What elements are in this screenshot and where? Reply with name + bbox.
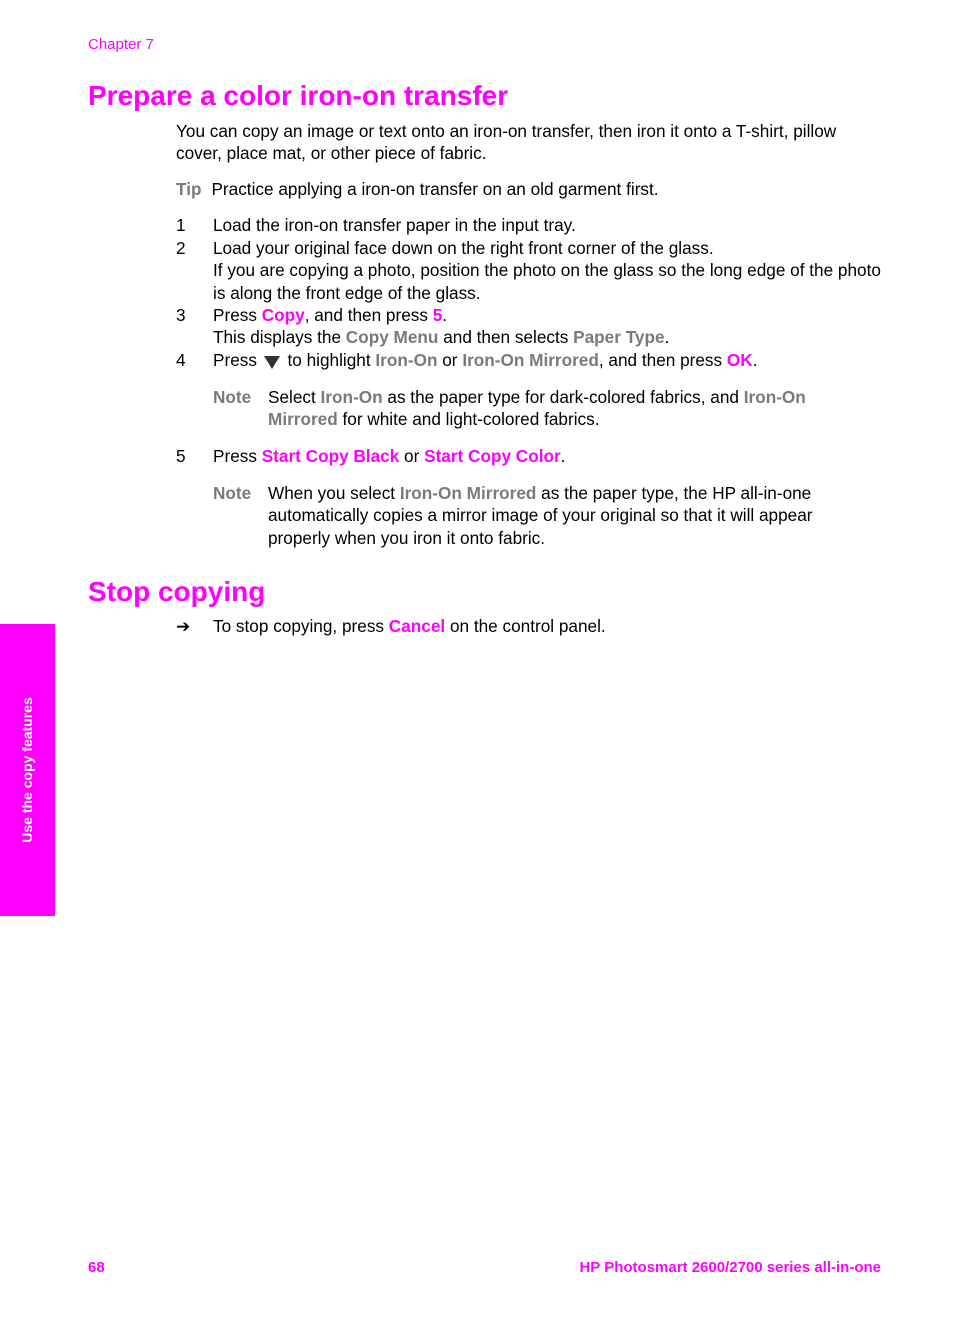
step-3-line-1 (213, 304, 883, 326)
text-run: This displays the (213, 327, 346, 348)
key-5-ref: 5 (432, 305, 443, 325)
note-text (268, 386, 868, 431)
tip-label: Tip (176, 179, 202, 199)
page-number: 68 (88, 1259, 105, 1276)
cancel-button-ref: Cancel (388, 616, 446, 636)
step-number: 1 (176, 215, 186, 235)
down-arrow-icon (264, 356, 280, 369)
step-2-line-1: Load your original face down on the right front corner of the glass. (213, 238, 714, 258)
text-run: . (752, 350, 758, 370)
step-number: 4 (176, 350, 186, 370)
note-text (268, 482, 868, 549)
side-tab-label: Use the copy features (19, 697, 35, 843)
tip (176, 178, 886, 200)
instruction-text (213, 615, 606, 637)
iron-on-ref: Iron-On (375, 350, 438, 370)
right-arrow-icon: ➔ (176, 616, 191, 636)
text-run: to highlight (282, 350, 376, 370)
step-text (213, 304, 883, 349)
text-run: . (442, 305, 448, 325)
tip-text: Practice applying a iron-on transfer on an old garment first. (211, 179, 659, 199)
step-text: Load the iron-on transfer paper in the input tray. (213, 215, 576, 235)
text-run: Select (268, 387, 321, 407)
text-run: as the paper type for dark-colored fabrics, and (382, 387, 744, 407)
intro-paragraph: You can copy an image or text onto an iron-on transfer, then iron it onto a T-shirt, pillow cover, place mat, or other piece of fabric. (176, 121, 837, 164)
iron-on-mirrored-ref: Iron-On Mirrored (462, 350, 599, 370)
iron-on-ref: Iron-On (320, 387, 383, 407)
chapter-label: Chapter 7 (88, 36, 154, 53)
text-run: . (664, 327, 670, 348)
step-number: 2 (176, 238, 186, 258)
text-run: on the control panel. (445, 616, 606, 636)
text-run: for white and light-colored fabrics. (337, 409, 600, 430)
step-text (213, 237, 883, 304)
text-run: Press (213, 350, 262, 370)
note-label: Note (213, 483, 252, 503)
text-run: , and then press (598, 350, 727, 370)
iron-on-mirrored-ref: Iron-On Mirrored (399, 483, 537, 503)
step-text (213, 349, 883, 371)
step-text (213, 445, 883, 467)
text-run: or (399, 446, 425, 466)
text-run: . (560, 446, 566, 466)
step-number: 5 (176, 446, 186, 466)
start-copy-black-ref: Start Copy Black (261, 446, 400, 466)
paper-type-ref: Paper Type (573, 327, 665, 348)
text-run: To stop copying, press (213, 616, 389, 636)
start-copy-color-ref: Start Copy Color (424, 446, 561, 466)
step-2-line-2: If you are copying a photo, position the photo on the glass so the long edge of the photo is along the front edge of the glass. (213, 260, 881, 303)
text-run: When you select (268, 483, 400, 503)
iron-on-mirrored-ref: Iron-On Mirrored (268, 387, 806, 430)
note-label: Note (213, 387, 252, 407)
step-3-line-2 (213, 326, 883, 348)
text-run: and then selects (438, 327, 574, 348)
section-title-iron-on: Prepare a color iron-on transfer (88, 80, 509, 111)
footer-product-name: HP Photosmart 2600/2700 series all-in-one (579, 1259, 881, 1276)
text-run: , and then press (304, 305, 433, 325)
step-number: 3 (176, 305, 186, 325)
copy-button-ref: Copy (261, 305, 305, 325)
text-run: or (437, 350, 463, 370)
section-title-stop-copying: Stop copying (88, 576, 266, 607)
text-run: Press (213, 305, 262, 325)
text-run: Press (213, 446, 262, 466)
copy-menu-ref: Copy Menu (345, 327, 439, 348)
ok-button-ref: OK (726, 350, 753, 370)
text-run: as the paper type, the HP all-in-one automatically copies a mirror image of your original so that it will appear properly when you iron it onto fabric. (268, 483, 813, 548)
